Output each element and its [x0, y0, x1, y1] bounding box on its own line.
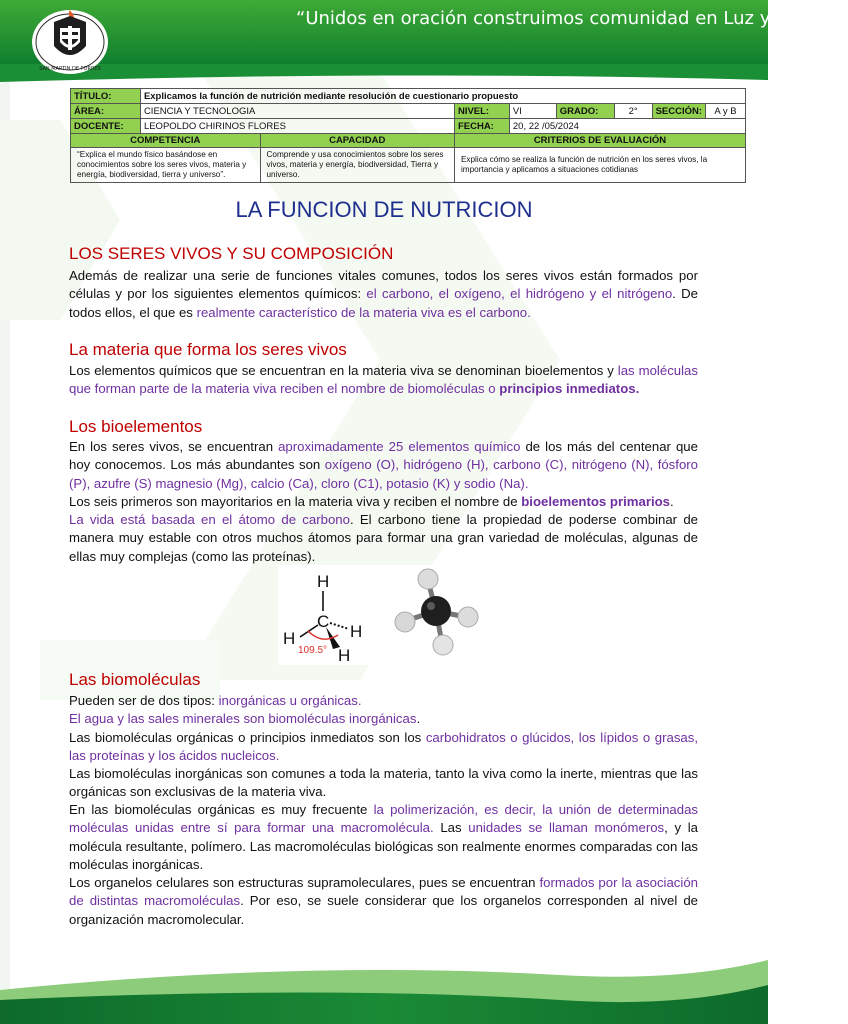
atom-label: C	[317, 612, 330, 631]
highlight-text: La vida está basada en el átomo de carbono	[69, 512, 350, 527]
text-run: Pueden ser de dos tipos:	[69, 693, 219, 708]
motto: “Unidos en oración construimos comunidad en Luz y Verdad”	[296, 8, 848, 29]
text-run: Los organelos celulares son estructuras supramoleculares, pues se encuentran	[69, 875, 540, 890]
paragraph-primary	[69, 493, 698, 511]
section-heading-bioelements: Los bioelementos	[69, 417, 203, 436]
page-title: LA FUNCION DE NUTRICION	[235, 197, 533, 222]
crest-text: SAN MARTIN DE PORRES	[39, 66, 101, 72]
section-heading-biomolecules: Las biomoléculas	[69, 670, 201, 689]
seccion-label: SECCIÓN:	[652, 104, 705, 119]
competencia-header: COMPETENCIA	[71, 134, 261, 148]
text-run: En las biomoléculas orgánicas es muy frecuente	[69, 802, 374, 817]
text-run: Los elementos químicos que se encuentran en la materia viva se denominan bioelementos y	[69, 363, 618, 378]
paragraph-carbon	[69, 511, 698, 566]
text-run: Los seis primeros son mayoritarios en la materia viva y reciben el nombre de	[69, 494, 522, 509]
highlight-text: las moléculas que forman parte de la materia viva reciben el nombre de biomoléculas o	[69, 363, 698, 397]
grado-label: GRADO:	[556, 104, 614, 119]
grado-value: 2°	[614, 104, 652, 119]
text-run: .	[670, 494, 674, 509]
highlight-text: carbohidratos o glúcidos, los lípidos o grasas, las proteínas y los ácidos nucleicos.	[69, 730, 699, 764]
fecha-label: FECHA:	[454, 119, 509, 134]
section-heading-composition: LOS SERES VIVOS Y SU COMPOSICIÓN	[69, 244, 394, 263]
atom-label: H	[317, 572, 330, 591]
highlight-text: bioelementos primarios	[521, 494, 670, 509]
paragraph-common	[69, 765, 698, 802]
angle-label: 109.5°	[298, 645, 328, 656]
nivel-label: NIVEL:	[454, 104, 509, 119]
text-run: , y la molécula resultante, polímero. Las macromoléculas biológicas son realmente enormes comparadas con las moléculas inorgánicas.	[69, 820, 698, 873]
table-row	[71, 119, 746, 134]
text-run: . De todos ellos, el que es	[69, 286, 698, 320]
paragraph-composition	[69, 267, 698, 322]
highlight-text: principios inmediatos.	[499, 381, 640, 397]
paragraph-matter	[69, 362, 698, 399]
highlight-text: oxígeno (O), hidrógeno (H), carbono (C), nitrógeno (N), fósforo (P), azufre (S) magnesio (Mg), calcio (Ca), cloro (C1), potasio (K) y sodio (Na).	[69, 457, 699, 491]
text-run: Las biomoléculas orgánicas o principios inmediatos son los	[69, 730, 426, 745]
highlight-text: formados por la asociación de distintas macromoléculas	[69, 875, 698, 909]
paragraph-bioelements-list	[69, 438, 698, 493]
criterios-header: CRITERIOS DE EVALUACIÓN	[454, 134, 745, 148]
table-row	[71, 89, 746, 104]
highlight-text: unidades se llaman monómeros	[468, 820, 665, 836]
paragraph-organelles	[69, 874, 698, 929]
paragraph-polymerization	[69, 801, 698, 875]
text-run: .	[416, 711, 421, 726]
competencia-text: “Explica el mundo físico basándose en conocimientos sobre los seres vivos, materia y energía, biodiversidad, tierra y universo”.	[71, 148, 261, 183]
text-run: . Por eso, se suele considerar que los organelos corresponden al nivel de organización macromolecular.	[69, 893, 698, 927]
highlight-text: inorgánicas u orgánicas.	[218, 693, 362, 708]
area-label: ÁREA:	[71, 104, 141, 119]
paragraph-inorganic	[69, 710, 698, 728]
highlight-text: El agua y las sales minerales son biomoléculas inorgánicas	[69, 711, 417, 726]
titulo-value: Explicamos la función de nutrición mediante resolución de cuestionario propuesto	[140, 89, 745, 104]
text-run: de los más del centenar que hoy conocemos. Los más abundantes son	[69, 439, 698, 473]
methane-molecule-figure	[278, 565, 488, 665]
text-run: Además de realizar una serie de funciones vitales comunes, todos los seres vivos están formados por células y por los siguientes elementos químicos:	[69, 268, 698, 302]
docente-value: LEOPOLDO CHIRINOS FLORES	[140, 119, 454, 134]
highlight-text: el carbono, el oxígeno, el hidrógeno y el nitrógeno	[366, 286, 673, 302]
table-row	[71, 148, 746, 183]
text-run: Las biomoléculas inorgánicas son comunes a toda la materia, tanto la viva como la inerte, mientras que las orgánicas son exclusivas de la materia viva.	[69, 766, 698, 800]
paragraph-organic	[69, 729, 698, 766]
atom-label: H	[283, 629, 296, 648]
text-run: . El carbono tiene la propiedad de poderse combinar de manera muy estable con otros muchos átomos para formar una gran variedad de moléculas, algunas de ellas muy complejas (como las proteínas).	[69, 512, 698, 564]
highlight-text: realmente característico de la materia viva es el carbono.	[196, 304, 531, 320]
docente-label: DOCENTE:	[71, 119, 141, 134]
fecha-value: 20, 22 /05/2024	[509, 119, 745, 134]
lesson-info-table	[70, 88, 746, 183]
text-run: Las	[433, 820, 469, 836]
atom-label: H	[350, 622, 363, 641]
titulo-label: TÍTULO:	[71, 89, 141, 104]
table-row	[71, 104, 746, 119]
highlight-text: la polimerización, es decir, la unión de determinadas moléculas unidas entre sí para formar una macromolécula.	[69, 802, 698, 836]
paragraph-types	[69, 692, 698, 710]
atom-label: H	[338, 646, 351, 665]
highlight-text: aproximadamente 25 elementos químico	[278, 439, 521, 454]
criterios-text: Explica cómo se realiza la función de nutrición en los seres vivos, la importancia y aplicamos a situaciones cotidianas	[454, 148, 745, 183]
capacidad-text: Comprende y usa conocimientos sobre los seres vivos, materia y energía, biodiversidad, Tierra y universo.	[260, 148, 454, 183]
area-value: CIENCIA Y TECNOLOGIA	[140, 104, 454, 119]
section-heading-matter: La materia que forma los seres vivos	[69, 340, 347, 359]
seccion-value: A y B	[706, 104, 746, 119]
text-run: En los seres vivos, se encuentran	[69, 439, 279, 454]
table-row	[71, 134, 746, 148]
nivel-value: VI	[509, 104, 556, 119]
capacidad-header: CAPACIDAD	[260, 134, 454, 148]
